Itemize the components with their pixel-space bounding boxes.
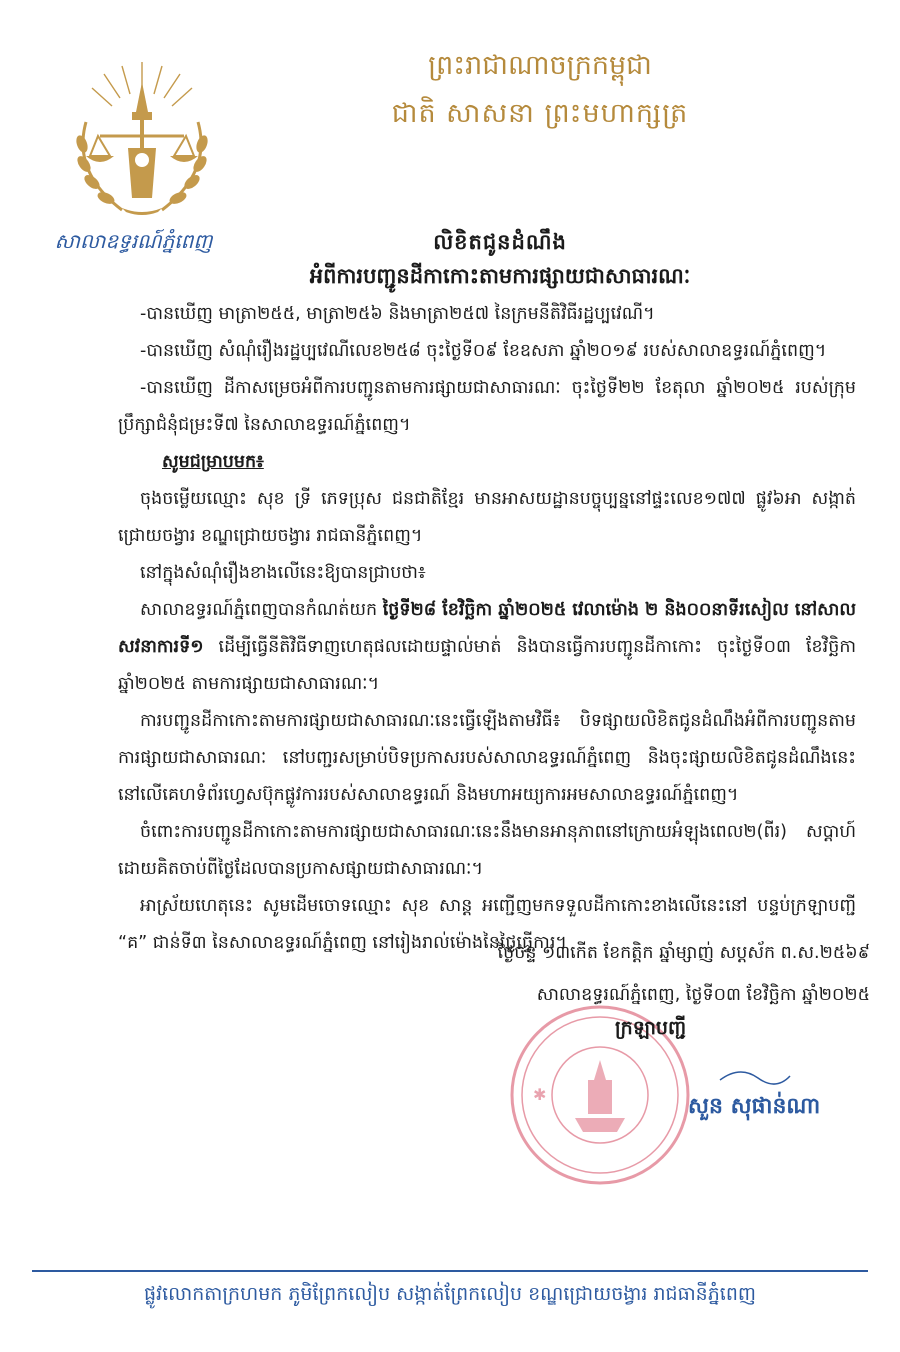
kingdom-title: ព្រះរាជាណាចក្រកម្ពុជា	[428, 50, 652, 81]
kingdom-header	[300, 42, 780, 138]
paragraph-intro: នៅក្នុងសំណុំរឿងខាងលើនេះឱ្យបានជ្រាបថា៖	[140, 563, 426, 583]
solar-date: សាលាឧទ្ធរណ៍ភ្នំពេញ, ថ្ងៃទី០៣ ខែវិច្ឆិកា ឆ្នាំ២០២៥	[536, 985, 870, 1005]
paragraph-hearing	[118, 592, 856, 703]
court-emblem-icon	[62, 52, 222, 217]
court-name: សាលាឧទ្ធរណ៍ភ្នំពេញ	[54, 229, 213, 253]
hearing-lead: សាលាឧទ្ធរណ៍ភ្នំពេញបានកំណត់យក	[140, 600, 378, 620]
notice-heading: សូមជម្រាបមក៖	[162, 452, 264, 472]
signatory-name: សួន សុផាន់ណា	[688, 1094, 821, 1119]
hearing-datetime: ថ្ងៃទី២៨ ខែវិច្ឆិកា ឆ្នាំ២០២៥ វេលាម៉ោង ២ និង០០នាទីរសៀល នៅសាលសវនាការទី១	[118, 600, 856, 657]
paragraph-summons: អាស្រ័យហេតុនេះ សូមដើមចោទឈ្មោះ សុខ សាន្ត អញ្ជើញមកទទួលដីកាកោះខាងលើនេះនៅ បន្ទប់ក្រឡាបញ្ជី “គ” ជាន់ទី៣ នៃសាលាឧទ្ធរណ៍ភ្នំពេញ នៅរៀងរាល់ម៉ោងនៃថ្ងៃធ្វើការ។	[118, 896, 856, 953]
signatory-role: ក្រឡាបញ្ជី	[615, 1017, 687, 1039]
svg-text:✱: ✱	[533, 1085, 547, 1104]
footer-divider	[32, 1270, 868, 1272]
lunar-date: ថ្ងៃចន្ទ ១៣កើត ខែកត្តិក ឆ្នាំម្សាញ់ សប្តស័ក ព.ស.២៥៦៩	[497, 943, 870, 963]
document-subtitle: អំពីការបញ្ជូនដីកាកោះតាមការផ្សាយជាសាធារណៈ	[309, 264, 691, 288]
document-title: លិខិតជូនដំណឹង	[433, 230, 567, 254]
reference-item: -បានឃើញ ដីកាសម្រេចអំពីការបញ្ជូនតាមការផ្សាយជាសាធារណៈ ចុះថ្ងៃទី២២ ខែតុលា ឆ្នាំ២០២៥ របស់ក្រុមប្រឹក្សាជំនុំជម្រះទី៧ នៃសាលាឧទ្ធរណ៍ភ្នំពេញ។	[118, 378, 856, 435]
document-title-block	[200, 225, 800, 293]
reference-item: -បានឃើញ មាត្រា២៥៥, មាត្រា២៥៦ និងមាត្រា២៥៧ នៃក្រមនីតិវិធីរដ្ឋប្បវេណី។	[140, 304, 655, 324]
paragraph-defendant: ចុងចម្លើយឈ្មោះ សុខ ទ្រី ភេទប្រុស ជនជាតិខ្មែរ មានអាសយដ្ឋានបច្ចុប្បន្ននៅផ្ទះលេខ១៧៧ ផ្លូវ៦អា សង្កាត់ជ្រោយចង្វារ ខណ្ឌជ្រោយចង្វារ រាជធានីភ្នំពេញ។	[118, 489, 856, 546]
reference-item: -បានឃើញ សំណុំរឿងរដ្ឋប្បវេណីលេខ២៥៨ ចុះថ្ងៃទី០៩ ខែឧសភា ឆ្នាំ២០១៩ របស់សាលាឧទ្ធរណ៍ភ្នំពេញ។	[140, 341, 827, 361]
document-body	[118, 296, 856, 962]
kingdom-motto: ជាតិ សាសនា ព្រះមហាក្សត្រ	[391, 98, 689, 129]
paragraph-method: ការបញ្ជូនដីកាកោះតាមការផ្សាយជាសាធារណៈនេះធ្វើឡើងតាមវិធី៖ បិទផ្សាយលិខិតជូនដំណឹងអំពីការបញ្ជូនតាមការផ្សាយជាសាធារណៈ នៅបញ្ជរសម្រាប់បិទប្រកាសរបស់សាលាឧទ្ធរណ៍ភ្នំពេញ និងចុះផ្សាយលិខិតជូនដំណឹងនេះនៅលើគេហទំព័រហ្វេសប៊ុកផ្លូវការរបស់សាលាឧទ្ធរណ៍ និងមហាអយ្យការអមសាលាឧទ្ធរណ៍ភ្នំពេញ។	[118, 711, 856, 805]
footer-address: ផ្លូវលោកតាក្រហមក ភូមិព្រែកលៀប សង្កាត់ព្រែកលៀប ខណ្ឌជ្រោយចង្វារ រាជធានីភ្នំពេញ	[144, 1283, 756, 1305]
paragraph-effect: ចំពោះការបញ្ជូនដីកាកោះតាមការផ្សាយជាសាធារណៈនេះនឹងមានអានុភាពនៅក្រោយអំឡុងពេល២(ពីរ) សប្តាហ៍ ដោយគិតចាប់ពីថ្ងៃដែលបានប្រកាសផ្សាយជាសាធារណៈ។	[118, 822, 856, 879]
hearing-details: ដើម្បីធ្វើនីតិវិធីទាញហេតុផលដោយផ្ទាល់មាត់ និងបានធ្វើការបញ្ជូនដីកាកោះ ចុះថ្ងៃទី០៣ ខែវិច្ឆិកា ឆ្នាំ២០២៥ តាមការផ្សាយជាសាធារណៈ។	[118, 637, 856, 694]
